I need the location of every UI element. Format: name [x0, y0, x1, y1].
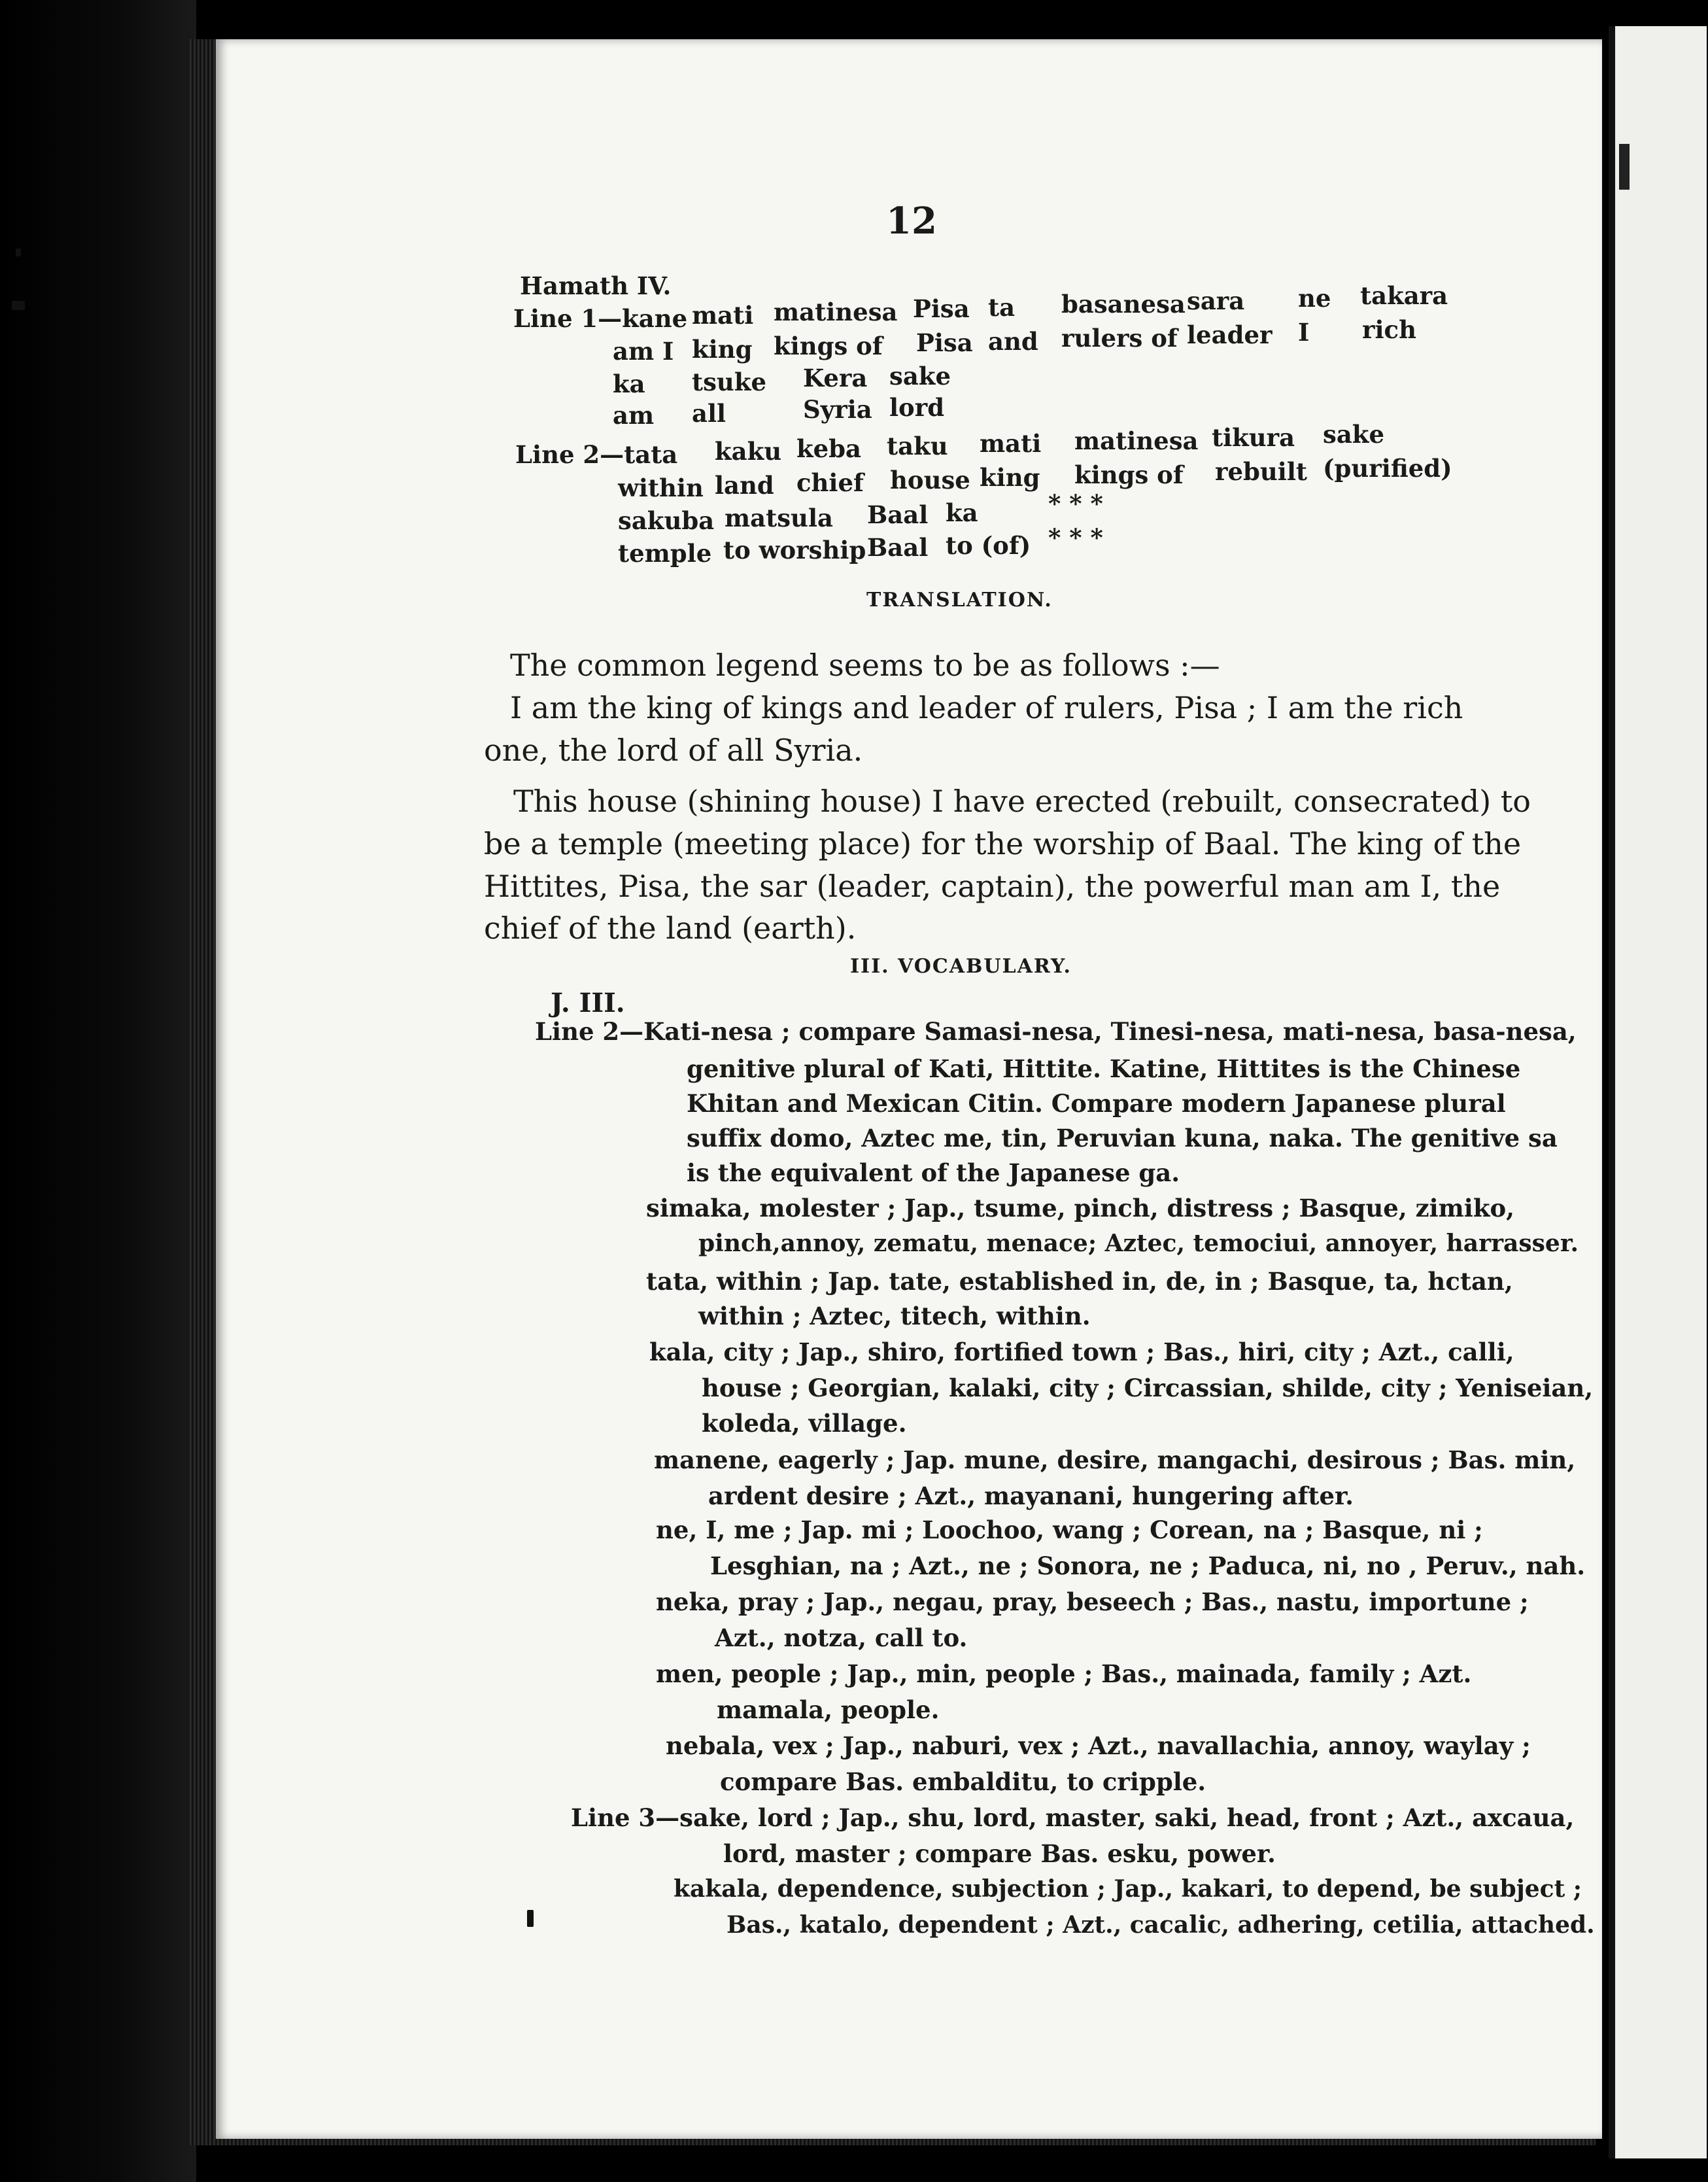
gloss-word: ka	[946, 498, 978, 527]
gloss-word: * * *	[1048, 489, 1103, 518]
gloss-word: house	[890, 466, 970, 494]
vocab-line: within ; Aztec, titech, within.	[698, 1302, 1091, 1330]
gloss-word: sake	[889, 362, 951, 390]
gloss-word: Pisa	[916, 328, 973, 357]
gloss-word: rebuilt	[1215, 457, 1308, 486]
vocab-line: men, people ; Jap., min, people ; Bas., mainada, family ; Azt.	[656, 1659, 1472, 1688]
vocab-line: house ; Georgian, kalaki, city ; Circassian, shilde, city ; Yeniseian,	[702, 1374, 1594, 1402]
translation-line: I am the king of kings and leader of rulers, Pisa ; I am the rich	[510, 690, 1463, 725]
speck	[12, 301, 25, 310]
vocab-line: nebala, vex ; Jap., naburi, vex ; Azt., navallachia, annoy, waylay ;	[666, 1731, 1531, 1760]
gloss-word: Line 1—kane	[513, 304, 688, 333]
gloss-word: taku	[887, 432, 948, 460]
gloss-word: mati	[980, 429, 1042, 458]
gloss-word: I	[1298, 318, 1310, 347]
vocab-line: compare Bas. embalditu, to cripple.	[720, 1767, 1206, 1796]
gloss-word: to worship	[723, 536, 866, 564]
page-number: 12	[886, 199, 937, 243]
gloss-word: and	[988, 327, 1038, 356]
speck	[16, 249, 21, 256]
gloss-word: tikura	[1212, 423, 1295, 452]
translation-line: one, the lord of all Syria.	[484, 733, 863, 768]
translation-line: be a temple (meeting place) for the worship of Baal. The king of the	[484, 826, 1522, 861]
vocabulary-heading: III. VOCABULARY.	[850, 955, 1072, 978]
gloss-word: Baal	[867, 533, 929, 562]
vocab-line: kala, city ; Jap., shiro, fortified town ; Bas., hiri, city ; Azt., calli,	[649, 1338, 1514, 1366]
gloss-word: keba	[796, 434, 862, 463]
translation-line: chief of the land (earth).	[484, 910, 857, 946]
gloss-word: land	[715, 471, 774, 500]
gloss-word: all	[692, 399, 726, 428]
translation-line: This house (shining house) I have erected (rebuilt, consecrated) to	[513, 784, 1531, 819]
gloss-word: am I	[613, 337, 674, 366]
vocab-line: tata, within ; Jap. tate, established in, de, in ; Basque, ta, hctan,	[646, 1267, 1513, 1296]
gloss-word: Line 2—tata	[515, 440, 678, 469]
gloss-word: kings of	[774, 332, 883, 360]
gloss-word: ka	[613, 370, 645, 398]
gloss-word: ne	[1298, 284, 1331, 313]
gloss-word: basanesa	[1061, 290, 1186, 319]
gloss-word: rulers of	[1061, 324, 1178, 353]
gloss-word: chief	[796, 468, 864, 497]
gloss-word: sake	[1323, 420, 1384, 449]
vocab-line: suffix domo, Aztec me, tin, Peruvian kuna, naka. The genitive sa	[687, 1124, 1558, 1152]
gloss-word: Syria	[803, 395, 872, 424]
next-page-strip	[1609, 26, 1707, 2158]
edge-mark	[1619, 144, 1630, 190]
vocab-line: koleda, village.	[702, 1409, 907, 1438]
gloss-word: mati	[692, 301, 754, 330]
gloss-word: Pisa	[913, 294, 970, 323]
gloss-word: leader	[1187, 320, 1272, 349]
gloss-word: am	[613, 401, 655, 430]
gloss-word: rich	[1362, 315, 1416, 344]
gloss-word: (purified)	[1323, 454, 1452, 483]
gloss-word: within	[618, 474, 704, 502]
gloss-word: matinesa	[1074, 426, 1199, 455]
gloss-word: sara	[1187, 286, 1245, 315]
vocab-line: Line 2—Kati-nesa ; compare Samasi-nesa, Tinesi-nesa, mati-nesa, basa-nesa,	[535, 1017, 1577, 1046]
vocab-line: is the equivalent of the Japanese ga.	[687, 1158, 1180, 1187]
gloss-word: king	[980, 463, 1040, 492]
translation-line: Hittites, Pisa, the sar (leader, captain), the powerful man am I, the	[484, 869, 1501, 904]
vocab-line: mamala, people.	[717, 1695, 940, 1724]
hamath-heading: Hamath IV.	[520, 271, 672, 300]
vocab-line: simaka, molester ; Jap., tsume, pinch, distress ; Basque, zimiko,	[646, 1194, 1515, 1222]
vocab-line: Khitan and Mexican Citin. Compare modern Japanese plural	[687, 1089, 1506, 1118]
speck	[527, 1910, 534, 1927]
translation-heading: TRANSLATION.	[866, 589, 1053, 612]
gloss-word: king	[692, 335, 753, 364]
translation-line: The common legend seems to be as follows :—	[510, 648, 1220, 683]
vocab-line: kakala, dependence, subjection ; Jap., kakari, to depend, be subject ;	[674, 1875, 1582, 1903]
vocab-line: Azt., notza, call to.	[715, 1623, 968, 1652]
gloss-word: sakuba	[618, 506, 715, 535]
book-spine	[0, 0, 196, 2182]
j-section-heading: J. III.	[551, 988, 625, 1018]
gloss-word: Kera	[803, 364, 868, 392]
vocab-line: lord, master ; compare Bas. esku, power.	[723, 1839, 1276, 1868]
vocab-line: neka, pray ; Jap., negau, pray, beseech ; Bas., nastu, importune ;	[656, 1587, 1529, 1616]
gloss-word: temple	[618, 539, 712, 568]
vocab-line: manene, eagerly ; Jap. mune, desire, mangachi, desirous ; Bas. min,	[654, 1446, 1576, 1474]
gloss-word: kaku	[715, 437, 782, 466]
gloss-word: Baal	[867, 500, 929, 529]
vocab-line: Bas., katalo, dependent ; Azt., cacalic, adhering, cetilia, attached.	[726, 1911, 1595, 1939]
gloss-word: kings of	[1074, 460, 1184, 489]
gloss-word: takara	[1360, 281, 1448, 310]
vocab-line: Line 3—sake, lord ; Jap., shu, lord, master, saki, head, front ; Azt., axcaua,	[571, 1803, 1575, 1832]
vocab-line: genitive plural of Kati, Hittite. Katine, Hittites is the Chinese	[687, 1054, 1521, 1083]
vocab-line: Lesghian, na ; Azt., ne ; Sonora, ne ; Paduca, ni, no , Peruv., nah.	[710, 1551, 1586, 1580]
gloss-word: matinesa	[774, 298, 898, 326]
vocab-line: pinch,annoy, zematu, menace; Aztec, temociui, annoyer, harrasser.	[698, 1230, 1579, 1257]
vocab-line: ardent desire ; Azt., mayanani, hungering after.	[708, 1481, 1354, 1510]
gloss-word: * * *	[1048, 523, 1103, 552]
gloss-word: ta	[988, 293, 1016, 322]
gloss-word: lord	[889, 393, 945, 422]
vocab-line: ne, I, me ; Jap. mi ; Loochoo, wang ; Corean, na ; Basque, ni ;	[656, 1515, 1483, 1544]
gloss-word: to (of)	[946, 531, 1031, 560]
gloss-word: matsula	[725, 504, 833, 532]
gloss-word: tsuke	[692, 368, 766, 396]
